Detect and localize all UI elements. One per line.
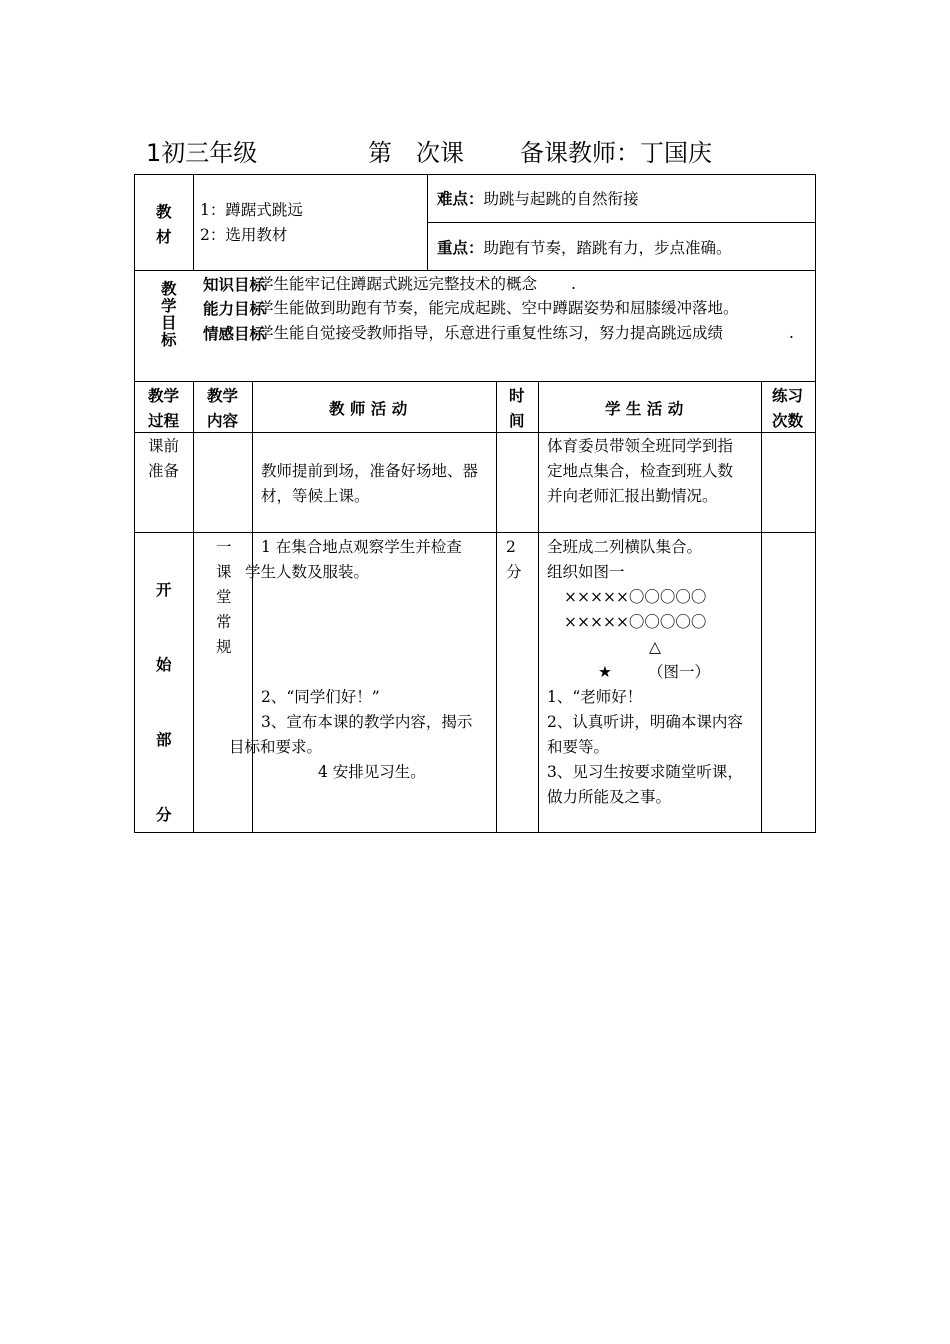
prep-process-2: 准备 <box>148 462 180 480</box>
key-point <box>437 235 732 261</box>
prep-student-2: 定地点集合，检查到班人数 <box>547 462 734 480</box>
start-time-2: 分 <box>506 563 522 581</box>
prep-student-3: 并向老师汇报出勤情况。 <box>547 487 718 505</box>
start-section-char: 开 <box>156 580 172 599</box>
start-student-4: 2、认真听讲，明确本课内容 <box>547 713 743 731</box>
difficulty-label: 难点： <box>437 189 484 208</box>
skill-objective-text: 学生能做到助跑有节奏，能完成起跳、空中蹲踞姿势和屈膝缓冲落地。 <box>258 299 739 317</box>
content-char: 课 <box>216 563 232 581</box>
difficulty-text: 助跳与起跳的自然衔接 <box>483 190 639 208</box>
start-teacher-1: 1 在集合地点观察学生并检查 <box>261 538 462 556</box>
difficulty <box>437 186 639 212</box>
content-char: 堂 <box>216 588 232 606</box>
start-student-2: 组织如图一 <box>547 563 625 581</box>
start-section-char: 部 <box>156 730 172 749</box>
start-teacher-2: 学生人数及服装。 <box>245 563 370 581</box>
header-time-2: 间 <box>509 411 525 430</box>
start-section-char: 始 <box>156 655 172 674</box>
start-student-7: 做力所能及之事。 <box>547 788 672 806</box>
emotion-objective-text: 学生能自觉接受教师指导，乐意进行重复性练习，努力提高跳远成绩 <box>258 324 724 342</box>
content-char: 一 <box>216 538 232 556</box>
header-student-activity: 学 生 活 动 <box>605 399 684 418</box>
start-student-6: 3、见习生按要求随堂听课， <box>547 763 743 781</box>
objectives-label-char: 标 <box>161 330 177 349</box>
header-grade: 1初三年级 <box>146 139 258 167</box>
content-char: 常 <box>216 613 232 631</box>
start-section-char: 分 <box>156 805 172 824</box>
key-point-text: 助跑有节奏，踏跳有力，步点准确。 <box>483 239 732 257</box>
skill-objective-label: 能力目标 <box>203 299 266 318</box>
knowledge-objective-end: . <box>571 275 576 293</box>
header-practice-2: 次数 <box>772 411 804 430</box>
key-point-label: 重点： <box>437 238 484 257</box>
emotion-objective-label: 情感目标 <box>203 324 266 343</box>
materials-item-1: 1：蹲踞式跳远 <box>200 201 303 219</box>
header-lesson: 第 次课 <box>368 139 464 167</box>
header-practice-1: 练习 <box>772 386 804 405</box>
header-content-1: 教学 <box>207 386 239 405</box>
start-student-5: 和要等。 <box>547 738 610 756</box>
start-teacher-5: 目标和要求。 <box>229 738 323 756</box>
start-teacher-3: 2、“同学们好！” <box>261 688 380 706</box>
materials-item-2: 2：选用教材 <box>200 226 288 244</box>
start-time-1: 2 <box>506 538 516 556</box>
prep-teacher-2: 材，等候上课。 <box>261 487 370 505</box>
figure-caption: （图一） <box>648 663 711 681</box>
star-icon: ★ <box>598 663 612 681</box>
header-process-1: 教学 <box>148 386 180 405</box>
start-student-3: 1、“老师好！ <box>547 688 643 706</box>
objectives-label-char: 学 <box>161 296 177 315</box>
formation-row-1: ×××××〇〇〇〇〇 <box>564 588 707 606</box>
formation-row-2: ×××××〇〇〇〇〇 <box>564 613 707 631</box>
objectives-label <box>161 280 179 348</box>
header-time-1: 时 <box>509 386 525 405</box>
header-teacher-activity: 教 师 活 动 <box>329 399 408 418</box>
header-teacher: 备课教师：丁国庆 <box>520 139 712 167</box>
content-char: 规 <box>216 638 232 656</box>
prep-teacher-1: 教师提前到场，准备好场地、器 <box>261 462 479 480</box>
knowledge-objective-text: 学生能牢记住蹲踞式跳远完整技术的概念 <box>258 275 538 293</box>
knowledge-objective-label: 知识目标 <box>203 275 266 294</box>
start-teacher-6: 4 安排见习生。 <box>318 763 426 781</box>
objectives-label-char: 目 <box>161 313 177 332</box>
header-process-2: 过程 <box>148 411 180 430</box>
materials-label-1: 教 <box>156 202 172 221</box>
start-student-1: 全班成二列横队集合。 <box>547 538 703 556</box>
triangle-icon: △ <box>649 638 661 656</box>
header-content-2: 内容 <box>207 411 239 430</box>
prep-student-1: 体育委员带领全班同学到指 <box>547 437 734 455</box>
objectives-label-char: 教 <box>161 279 177 298</box>
emotion-objective-end: . <box>789 324 794 342</box>
start-teacher-4: 3、宣布本课的教学内容，揭示 <box>261 713 473 731</box>
prep-process-1: 课前 <box>148 437 180 455</box>
materials-label-2: 材 <box>156 227 172 246</box>
